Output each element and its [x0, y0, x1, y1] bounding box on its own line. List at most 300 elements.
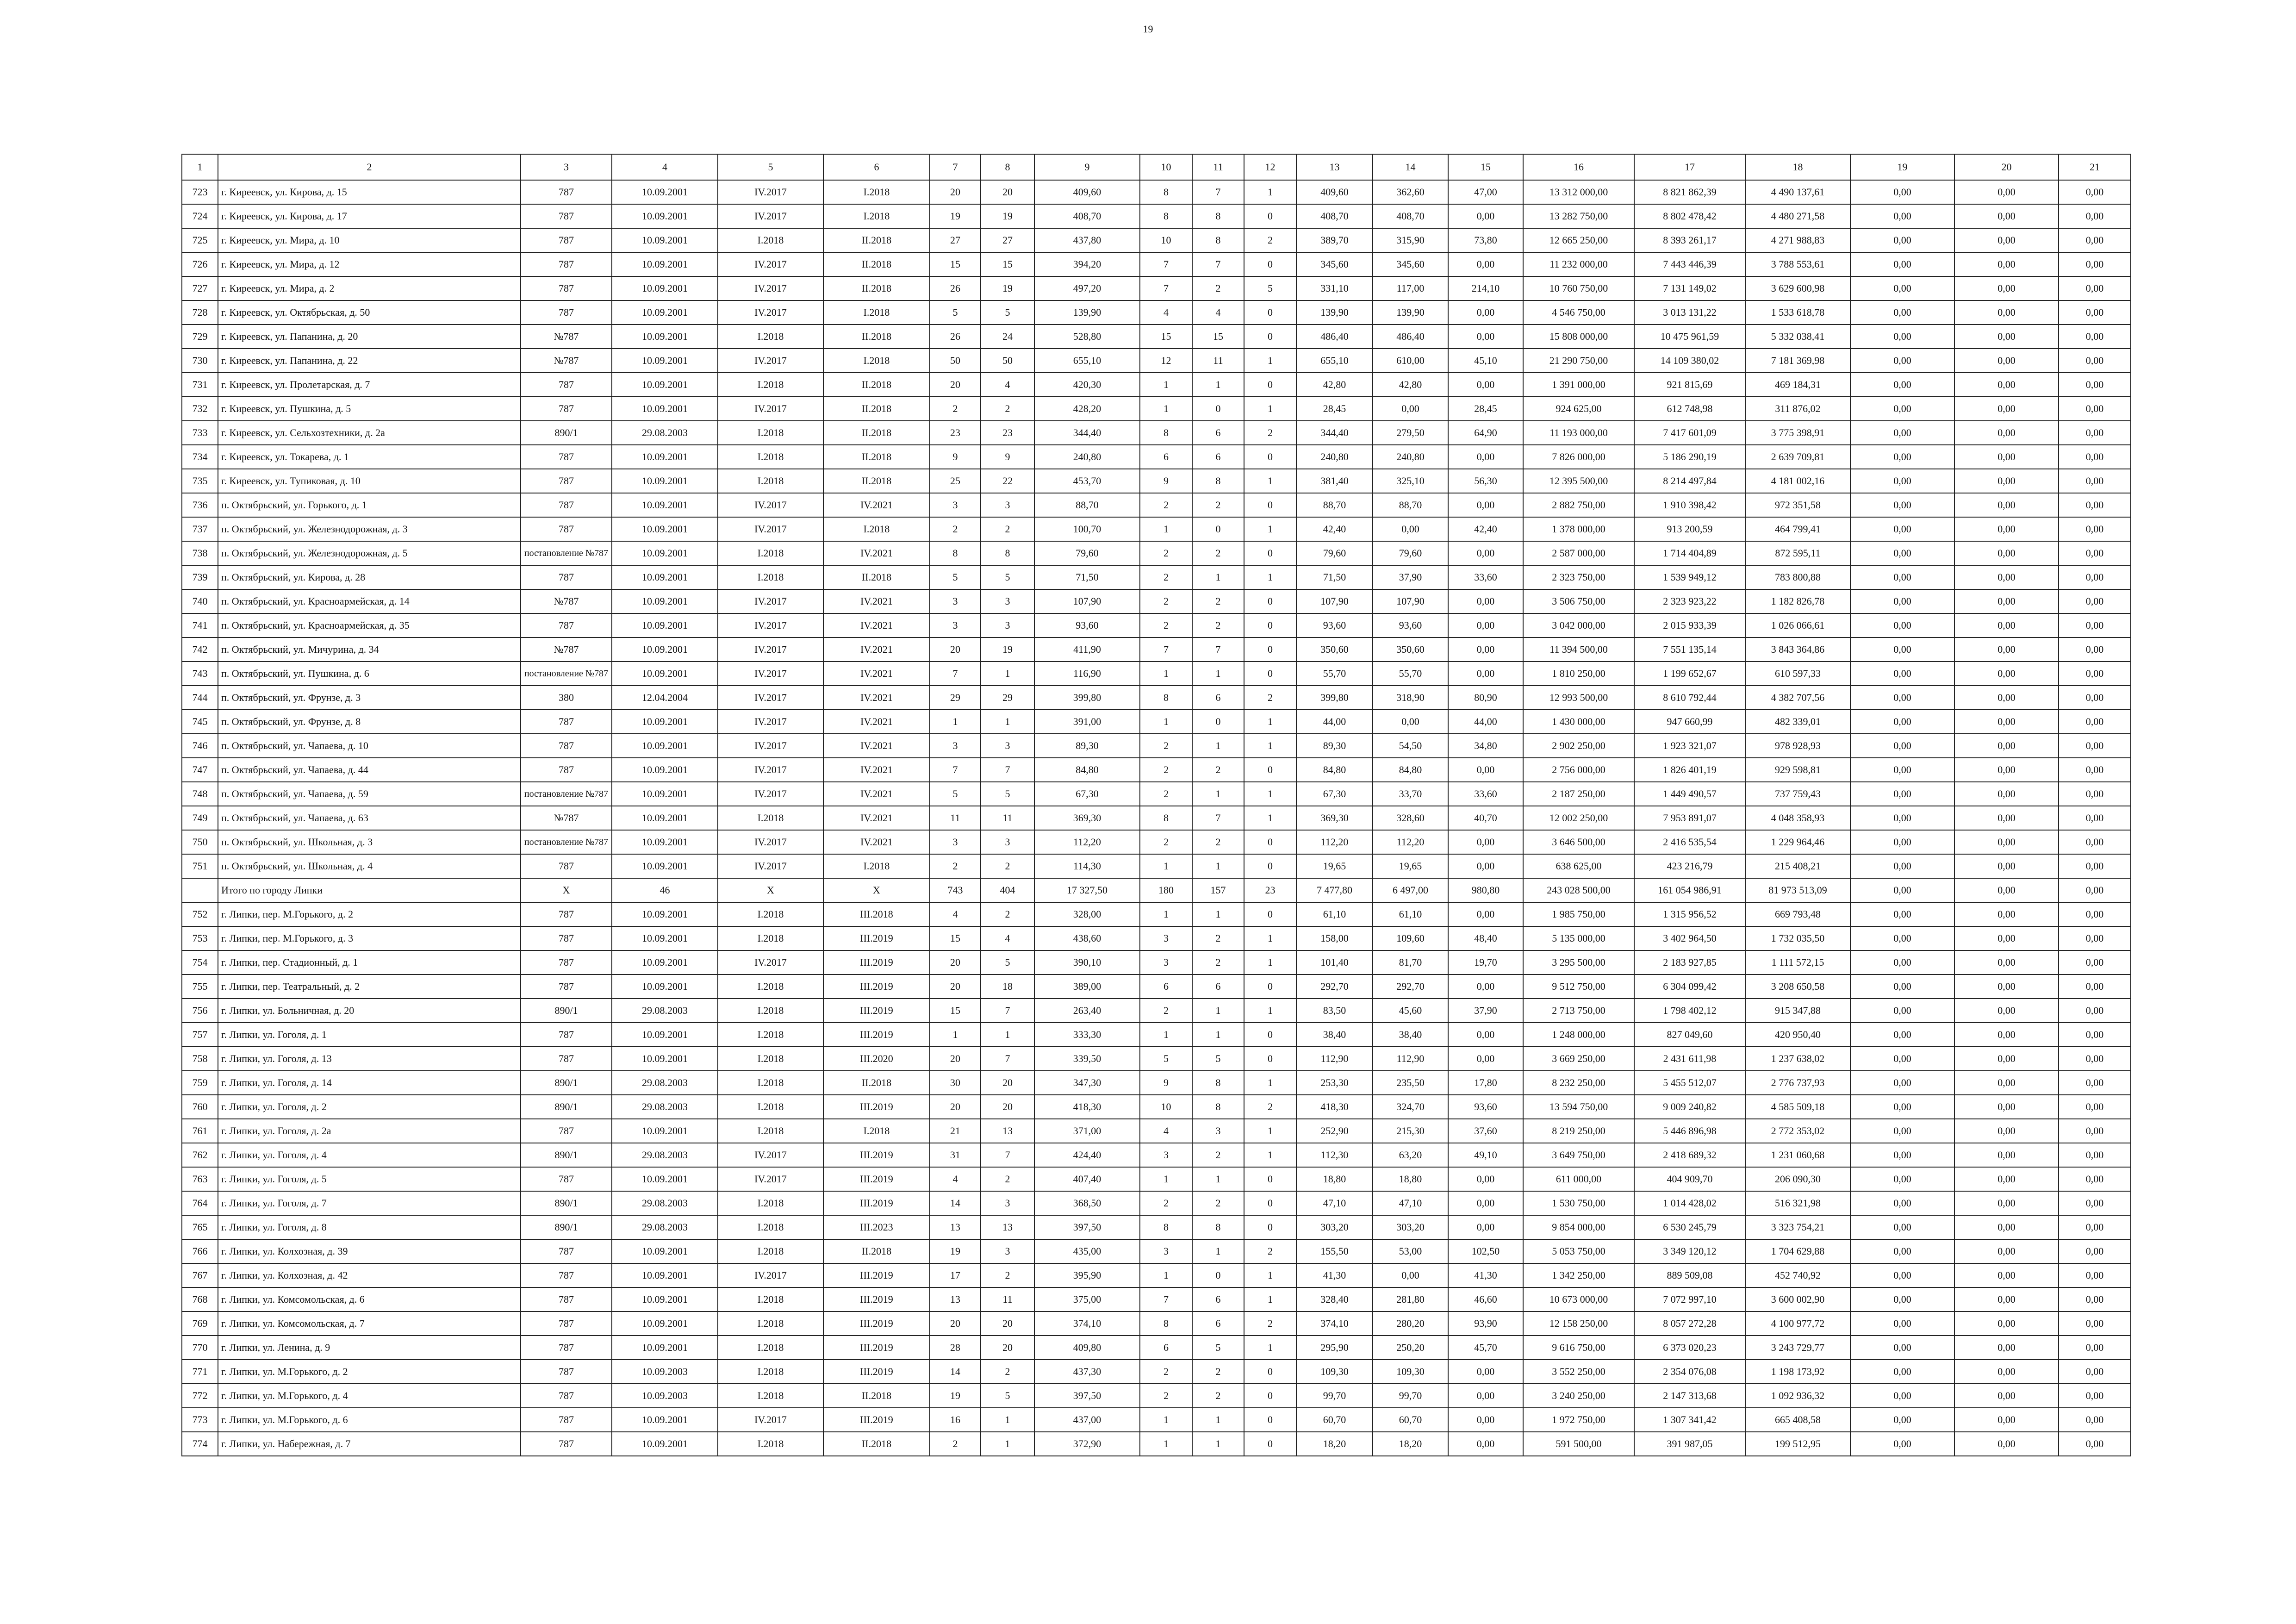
table-cell: 13 [930, 1215, 981, 1239]
table-row [182, 830, 2131, 854]
table-cell: 1 [1192, 1023, 1244, 1047]
table-cell: 0,00 [1954, 517, 2059, 541]
table-cell: 10.09.2001 [612, 204, 718, 228]
table-cell: 37,90 [1373, 565, 1448, 589]
address-cell: Итого по городу Липки [218, 878, 521, 902]
table-cell: 240,80 [1296, 445, 1373, 469]
table-cell: 0,00 [2059, 686, 2131, 710]
table-cell: 0,00 [2059, 613, 2131, 637]
table-row [182, 999, 2131, 1023]
table-cell: 0,00 [2059, 806, 2131, 830]
table-row [182, 662, 2131, 686]
table-cell: 6 [1192, 1312, 1244, 1336]
table-cell: IV.2017 [718, 782, 823, 806]
table-cell: 890/1 [521, 1191, 612, 1215]
table-cell: 766 [182, 1239, 218, 1263]
table-cell: 0,00 [2059, 1047, 2131, 1071]
table-cell: 528,80 [1034, 325, 1140, 349]
table-cell: IV.2017 [718, 204, 823, 228]
table-cell: 139,90 [1296, 300, 1373, 325]
table-cell: 0,00 [1850, 1095, 1954, 1119]
table-cell: 29 [930, 686, 981, 710]
table-row [182, 1384, 2131, 1408]
table-cell: 10.09.2001 [612, 373, 718, 397]
table-cell: 7 [1140, 637, 1192, 662]
table-cell: 20 [930, 180, 981, 204]
table-cell: 0,00 [1954, 1191, 2059, 1215]
table-cell: 328,00 [1034, 902, 1140, 926]
table-cell: 2 [1244, 1095, 1296, 1119]
table-cell: 2 [1140, 493, 1192, 517]
table-cell: 88,70 [1296, 493, 1373, 517]
table-cell: 0,00 [1850, 349, 1954, 373]
table-cell: 0,00 [1850, 517, 1954, 541]
table-cell: 0,00 [2059, 397, 2131, 421]
table-cell: 55,70 [1373, 662, 1448, 686]
table-cell: 2 [1244, 228, 1296, 252]
table-cell: 2 [1192, 1143, 1244, 1167]
table-cell: 0,00 [1954, 902, 2059, 926]
table-cell: 381,40 [1296, 469, 1373, 493]
table-cell: 2 [930, 854, 981, 878]
address-cell: г. Липки, пер. М.Горького, д. 3 [218, 926, 521, 950]
table-cell: I.2018 [823, 349, 930, 373]
table-row [182, 421, 2131, 445]
table-cell: 3 013 131,22 [1634, 300, 1745, 325]
table-cell: 8 214 497,84 [1634, 469, 1745, 493]
table-cell: 0,00 [1850, 565, 1954, 589]
table-cell: 3 646 500,00 [1523, 830, 1634, 854]
table-cell: 0,00 [1954, 1239, 2059, 1263]
table-cell: 0,00 [1448, 902, 1523, 926]
table-cell: I.2018 [718, 974, 823, 999]
table-cell: 397,50 [1034, 1384, 1140, 1408]
table-cell: 42,40 [1448, 517, 1523, 541]
table-cell: 0,00 [2059, 469, 2131, 493]
table-cell: 4 [930, 1167, 981, 1191]
table-cell: 1 798 402,12 [1634, 999, 1745, 1023]
table-cell: 29.08.2003 [612, 1143, 718, 1167]
table-cell: 4 [1140, 300, 1192, 325]
table-cell: 0,00 [1448, 541, 1523, 565]
table-cell: 4 490 137,61 [1745, 180, 1850, 204]
table-cell: 0,00 [2059, 589, 2131, 613]
table-cell: 391,00 [1034, 710, 1140, 734]
table-cell: 4 048 358,93 [1745, 806, 1850, 830]
table-cell: 10.09.2001 [612, 493, 718, 517]
data-table [181, 154, 2131, 1456]
table-cell: 408,70 [1373, 204, 1448, 228]
address-cell: п. Октябрьский, ул. Чапаева, д. 10 [218, 734, 521, 758]
table-cell: 750 [182, 830, 218, 854]
table-cell: 1 [1140, 662, 1192, 686]
table-cell: I.2018 [718, 1312, 823, 1336]
table-cell: 112,20 [1034, 830, 1140, 854]
table-cell: 0 [1244, 613, 1296, 637]
table-cell: 31 [930, 1143, 981, 1167]
table-cell: 2 [1244, 1239, 1296, 1263]
table-cell: 12 993 500,00 [1523, 686, 1634, 710]
table-cell: 0,00 [1954, 782, 2059, 806]
table-cell: 6 497,00 [1373, 878, 1448, 902]
table-cell: IV.2021 [823, 686, 930, 710]
table-cell: III.2019 [823, 1287, 930, 1312]
table-cell: 723 [182, 180, 218, 204]
table-cell: 2 902 250,00 [1523, 734, 1634, 758]
table-cell: 1 [1192, 373, 1244, 397]
table-cell: 15 [1192, 325, 1244, 349]
table-cell: 368,50 [1034, 1191, 1140, 1215]
table-cell: 41,30 [1296, 1263, 1373, 1287]
table-cell: III.2019 [823, 1023, 930, 1047]
table-cell: X [521, 878, 612, 902]
table-cell: III.2019 [823, 1191, 930, 1215]
table-cell: 2 [1140, 1191, 1192, 1215]
table-cell: 0,00 [1850, 1143, 1954, 1167]
table-cell: 18 [981, 974, 1034, 999]
table-cell: 6 [1192, 686, 1244, 710]
table-cell: 1 [1244, 349, 1296, 373]
table-cell: 324,70 [1373, 1095, 1448, 1119]
table-cell: 2 [1192, 541, 1244, 565]
table-cell: 1 [1140, 517, 1192, 541]
table-cell: 25 [930, 469, 981, 493]
table-cell: 10.09.2001 [612, 541, 718, 565]
table-cell: 10.09.2001 [612, 397, 718, 421]
table-cell: I.2018 [718, 325, 823, 349]
table-cell: 7 826 000,00 [1523, 445, 1634, 469]
table-cell: 6 [1140, 974, 1192, 999]
table-cell: 611 000,00 [1523, 1167, 1634, 1191]
table-cell: 1 [1140, 854, 1192, 878]
table-cell: 2 772 353,02 [1745, 1119, 1850, 1143]
address-cell: п. Октябрьский, ул. Пушкина, д. 6 [218, 662, 521, 686]
table-row [182, 1119, 2131, 1143]
table-cell: 10.09.2001 [612, 1263, 718, 1287]
table-row [182, 565, 2131, 589]
table-cell: 81 973 513,09 [1745, 878, 1850, 902]
table-cell: 100,70 [1034, 517, 1140, 541]
table-cell: II.2018 [823, 373, 930, 397]
table-cell: 787 [521, 1312, 612, 1336]
table-cell: 345,60 [1296, 252, 1373, 276]
table-cell: 787 [521, 950, 612, 974]
table-cell: 2 [981, 1263, 1034, 1287]
table-row [182, 1023, 2131, 1047]
table-cell: 8 [1140, 1312, 1192, 1336]
table-cell: 0,00 [1954, 1071, 2059, 1095]
table-cell: 787 [521, 974, 612, 999]
table-cell: I.2018 [718, 565, 823, 589]
table-cell: 1 [981, 1408, 1034, 1432]
table-cell: 49,10 [1448, 1143, 1523, 1167]
table-cell: 0,00 [1850, 1071, 1954, 1095]
table-cell: 0,00 [2059, 1239, 2131, 1263]
table-cell: 3 506 750,00 [1523, 589, 1634, 613]
table-cell: 10.09.2001 [612, 637, 718, 662]
address-cell: г. Липки, ул. Гоголя, д. 14 [218, 1071, 521, 1095]
table-cell: 89,30 [1034, 734, 1140, 758]
column-header: 21 [2059, 154, 2131, 180]
address-cell: г. Липки, пер. Стадионный, д. 1 [218, 950, 521, 974]
table-cell: 890/1 [521, 1143, 612, 1167]
address-cell: г. Киреевск, ул. Кирова, д. 15 [218, 180, 521, 204]
table-cell: 20 [930, 1095, 981, 1119]
table-cell: 292,70 [1296, 974, 1373, 999]
table-cell: 281,80 [1373, 1287, 1448, 1312]
table-cell: 4 [1192, 300, 1244, 325]
table-cell: 0,00 [1850, 1336, 1954, 1360]
table-cell: 1 [1140, 710, 1192, 734]
table-cell: 15 [1140, 325, 1192, 349]
table-cell: 0,00 [1954, 1119, 2059, 1143]
table-cell: 0,00 [2059, 950, 2131, 974]
table-cell: IV.2017 [718, 854, 823, 878]
table-cell: 20 [930, 950, 981, 974]
table-cell: 733 [182, 421, 218, 445]
table-cell: 0,00 [1850, 758, 1954, 782]
table-cell: III.2019 [823, 974, 930, 999]
table-row [182, 373, 2131, 397]
table-cell: 787 [521, 300, 612, 325]
table-cell: 350,60 [1373, 637, 1448, 662]
table-cell: 0 [1244, 1432, 1296, 1456]
table-cell: 84,80 [1296, 758, 1373, 782]
table-cell: 64,90 [1448, 421, 1523, 445]
table-cell: IV.2021 [823, 734, 930, 758]
table-cell: 10.09.2001 [612, 1408, 718, 1432]
table-cell: 6 304 099,42 [1634, 974, 1745, 999]
table-cell: 15 [930, 926, 981, 950]
table-cell: 29.08.2003 [612, 1095, 718, 1119]
table-cell: 45,60 [1373, 999, 1448, 1023]
table-cell: IV.2021 [823, 662, 930, 686]
table-cell: 980,80 [1448, 878, 1523, 902]
table-cell: IV.2017 [718, 734, 823, 758]
table-cell: 0,00 [2059, 252, 2131, 276]
table-row [182, 1360, 2131, 1384]
table-cell: 787 [521, 1119, 612, 1143]
table-cell: 743 [930, 878, 981, 902]
address-cell: г. Киреевск, ул. Папанина, д. 22 [218, 349, 521, 373]
table-cell: 435,00 [1034, 1239, 1140, 1263]
table-cell: 395,90 [1034, 1263, 1140, 1287]
table-cell: 0,00 [1850, 1408, 1954, 1432]
table-cell: 760 [182, 1095, 218, 1119]
table-cell: 18,80 [1296, 1167, 1373, 1191]
table-cell: IV.2017 [718, 830, 823, 854]
table-cell: 20 [930, 974, 981, 999]
address-cell: п. Октябрьский, ул. Чапаева, д. 44 [218, 758, 521, 782]
table-cell: 8 [1192, 204, 1244, 228]
table-cell: 10.09.2001 [612, 974, 718, 999]
table-cell: 3 629 600,98 [1745, 276, 1850, 300]
table-cell: 0,00 [2059, 276, 2131, 300]
table-cell: постановление №787 [521, 782, 612, 806]
table-cell: 0,00 [1954, 1215, 2059, 1239]
table-cell: 3 [930, 830, 981, 854]
table-cell: 772 [182, 1384, 218, 1408]
address-cell: г. Липки, ул. Набережная, д. 7 [218, 1432, 521, 1456]
table-cell: 112,90 [1296, 1047, 1373, 1071]
table-cell: 109,30 [1373, 1360, 1448, 1384]
table-cell: 29.08.2003 [612, 999, 718, 1023]
table-cell: 0,00 [2059, 1143, 2131, 1167]
table-cell: 252,90 [1296, 1119, 1373, 1143]
table-cell: 752 [182, 902, 218, 926]
address-cell: п. Октябрьский, ул. Железнодорожная, д. 3 [218, 517, 521, 541]
table-cell: 0,00 [1954, 806, 2059, 830]
table-cell: 0,00 [2059, 1336, 2131, 1360]
table-cell: 610 597,33 [1745, 662, 1850, 686]
table-cell: 67,30 [1296, 782, 1373, 806]
table-cell: 1 026 066,61 [1745, 613, 1850, 637]
table-cell: III.2019 [823, 1143, 930, 1167]
table-cell: 4 [930, 902, 981, 926]
table-cell: 929 598,81 [1745, 758, 1850, 782]
table-cell: IV.2021 [823, 613, 930, 637]
table-cell: 0,00 [1448, 373, 1523, 397]
table-cell: 2 [981, 854, 1034, 878]
table-cell: 7 181 369,98 [1745, 349, 1850, 373]
table-cell: 3 649 750,00 [1523, 1143, 1634, 1167]
table-cell: 0,00 [2059, 1408, 2131, 1432]
table-cell: 5 332 038,41 [1745, 325, 1850, 349]
table-cell: 10.09.2001 [612, 1239, 718, 1263]
header-row [182, 154, 2131, 180]
table-cell: 0,00 [1850, 926, 1954, 950]
table-cell: 2 183 927,85 [1634, 950, 1745, 974]
table-cell: 10.09.2001 [612, 589, 718, 613]
table-cell: 10.09.2003 [612, 1384, 718, 1408]
table-cell: I.2018 [718, 1287, 823, 1312]
table-cell: 1 [1192, 662, 1244, 686]
table-cell: 751 [182, 854, 218, 878]
address-cell: п. Октябрьский, ул. Фрунзе, д. 3 [218, 686, 521, 710]
table-cell: 2 [981, 397, 1034, 421]
table-cell: III.2019 [823, 1167, 930, 1191]
table-cell: 2 [1140, 1384, 1192, 1408]
table-cell: 303,20 [1296, 1215, 1373, 1239]
table-row [182, 1312, 2131, 1336]
table-cell: 2 [1140, 565, 1192, 589]
table-cell: 280,20 [1373, 1312, 1448, 1336]
table-cell: 0,00 [1850, 782, 1954, 806]
table-cell: 311 876,02 [1745, 397, 1850, 421]
table-cell: 8 [981, 541, 1034, 565]
column-header: 3 [521, 154, 612, 180]
table-cell: 15 [930, 252, 981, 276]
table-cell: 0,00 [1850, 180, 1954, 204]
table-row [182, 252, 2131, 276]
table-row [182, 1287, 2131, 1312]
table-cell: 19 [930, 204, 981, 228]
table-cell: 0,00 [2059, 1071, 2131, 1095]
table-cell: 2 [1140, 734, 1192, 758]
table-cell: 669 793,48 [1745, 902, 1850, 926]
table-cell: 1 [1244, 806, 1296, 830]
table-cell: I.2018 [718, 926, 823, 950]
table-cell: 655,10 [1296, 349, 1373, 373]
table-cell: 0,00 [1448, 1191, 1523, 1215]
table-cell: 3 [930, 493, 981, 517]
table-cell: 4 480 271,58 [1745, 204, 1850, 228]
table-cell: 0,00 [1954, 1167, 2059, 1191]
table-cell: 26 [930, 325, 981, 349]
table-row [182, 204, 2131, 228]
table-cell: II.2018 [823, 565, 930, 589]
table-cell: 5 [1192, 1047, 1244, 1071]
table-cell: 5 455 512,07 [1634, 1071, 1745, 1095]
table-cell: 10.09.2001 [612, 734, 718, 758]
table-cell: IV.2017 [718, 252, 823, 276]
table-cell: IV.2017 [718, 613, 823, 637]
table-cell: 0,00 [1954, 1143, 2059, 1167]
table-cell: 369,30 [1296, 806, 1373, 830]
table-cell: 5 053 750,00 [1523, 1239, 1634, 1263]
table-cell: 7 [981, 1047, 1034, 1071]
table-cell: 84,80 [1373, 758, 1448, 782]
table-cell: 37,90 [1448, 999, 1523, 1023]
table-cell: 7 551 135,14 [1634, 637, 1745, 662]
table-cell: 42,80 [1296, 373, 1373, 397]
table-cell: 29 [981, 686, 1034, 710]
table-cell: 0 [1192, 517, 1244, 541]
table-cell: 1 [1244, 782, 1296, 806]
table-cell: 13 312 000,00 [1523, 180, 1634, 204]
table-cell: 755 [182, 974, 218, 999]
table-cell: 28,45 [1296, 397, 1373, 421]
table-cell: 88,70 [1034, 493, 1140, 517]
column-header: 4 [612, 154, 718, 180]
table-cell: 117,00 [1373, 276, 1448, 300]
table-cell: 8 [1140, 204, 1192, 228]
table-cell: 331,10 [1296, 276, 1373, 300]
table-cell: 1 [1192, 782, 1244, 806]
table-cell: 424,40 [1034, 1143, 1140, 1167]
table-cell: 0,00 [2059, 565, 2131, 589]
table-cell: 5 [930, 782, 981, 806]
table-cell: 1 [1192, 854, 1244, 878]
table-cell: 30 [930, 1071, 981, 1095]
table-cell: 0,00 [2059, 1263, 2131, 1287]
table-cell: 3 600 002,90 [1745, 1287, 1850, 1312]
table-cell: 2 015 933,39 [1634, 613, 1745, 637]
table-cell: 0 [1192, 1263, 1244, 1287]
table-cell: 19 [930, 1239, 981, 1263]
column-header: 9 [1034, 154, 1140, 180]
table-cell: 10.09.2001 [612, 1119, 718, 1143]
table-cell: 0,00 [1448, 252, 1523, 276]
table-cell: 5 [1244, 276, 1296, 300]
table-cell: 730 [182, 349, 218, 373]
table-cell: 768 [182, 1287, 218, 1312]
table-cell: 1 [1192, 1239, 1244, 1263]
table-cell: 3 295 500,00 [1523, 950, 1634, 974]
table-cell: 0,00 [1448, 1023, 1523, 1047]
table-cell: 0,00 [1850, 974, 1954, 999]
table-cell: 2 [930, 1432, 981, 1456]
table-cell: 46 [612, 878, 718, 902]
table-cell: X [823, 878, 930, 902]
table-cell: 6 [1140, 445, 1192, 469]
table-row [182, 1167, 2131, 1191]
table-cell: 0,00 [1850, 806, 1954, 830]
table-cell: 13 594 750,00 [1523, 1095, 1634, 1119]
table-cell: 1 [1192, 999, 1244, 1023]
table-cell: 726 [182, 252, 218, 276]
table-cell: 1 315 956,52 [1634, 902, 1745, 926]
